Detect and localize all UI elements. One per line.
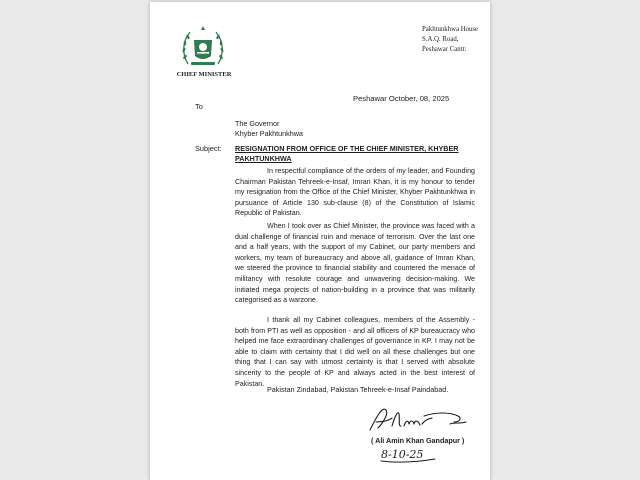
government-emblem-icon (178, 24, 228, 70)
office-label: CHIEF MINISTER (176, 71, 232, 78)
recipient-block (235, 119, 303, 139)
address-line: Pakhtunkhwa House (422, 26, 479, 33)
body-paragraph: When I took over as Chief Minister, the province was faced with a dual challenge of financial ruin and menace of terrorism. Over the last one and a half years, with the support of my Cabinet, our party members and workers, my team of bureaucracy and above all, guidance of Imran Khan, we steered the province to financial stability and countered the menace of militancy with resolute courage and unwavering decision-making. We initiated mega projects of nation-building in a province that was militarily categorised as a warzone. (235, 222, 475, 305)
letter-page (150, 2, 490, 480)
handwritten-date (379, 446, 439, 464)
recipient-province: Khyber Pakhtunkhwa (235, 129, 303, 138)
address-line: Peshawar Cantt: (422, 46, 467, 53)
office-address (422, 25, 502, 55)
signatory-name: ( Ali Amin Khan Gandapur ) (371, 436, 465, 445)
handwritten-signature (362, 400, 472, 436)
body-paragraph: I thank all my Cabinet colleagues, members of the Assembly - both from PTI as well as opposition - and all officers of KP bureaucracy who helped me face extraordinary challenges of governance in KP. I may not be able to claim with certainty that I did well on all these challenges but one thing that I can say with utmost certainty is that I served with absolute sincerity to the people of KP and always acted in the best interest of Pakistan. (235, 316, 475, 388)
subject-text: RESIGNATION FROM OFFICE OF THE CHIEF MINISTER, KHYBER PAKHTUNKHWA (235, 144, 459, 163)
address-line: S.A.Q. Road, (422, 36, 459, 43)
subject-label: Subject: (195, 144, 222, 153)
recipient-title: The Governor (235, 119, 280, 128)
body-paragraph: In respectful compliance of the orders of my leader, and Founding Chairman Pakistan Tehreek-e-Insaf, Imran Khan, it is my honour to tender my resignation from the Office of the Chief Minister, Khyber Pakhtunkhwa in pursuance of Article 130 sub-clause (8) of the Constitution of Islamic Republic of Pakistan. (235, 167, 475, 218)
to-label: To (195, 102, 203, 111)
letter-date: Peshawar October, 08, 2025 (353, 94, 450, 103)
handwritten-date-text: 8-10-25 (381, 448, 424, 461)
closing-line: Pakistan Zindabad, Pakistan Tehreek-e-Insaf Paindabad. (267, 385, 449, 394)
